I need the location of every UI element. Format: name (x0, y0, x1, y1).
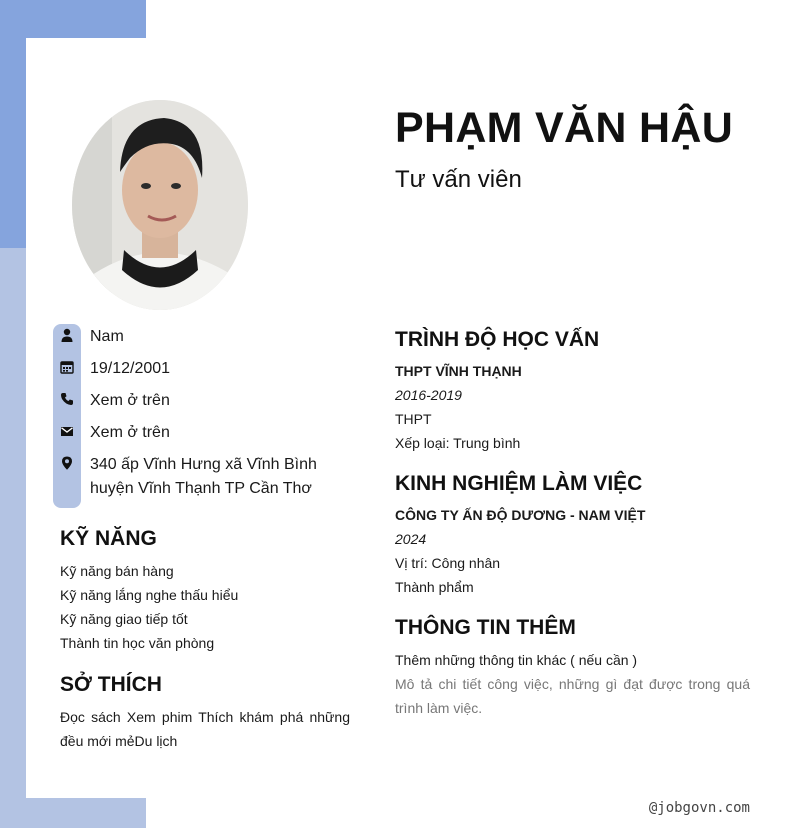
experience-company: CÔNG TY ẤN ĐỘ DƯƠNG - NAM VIỆT (395, 507, 646, 523)
gender-value: Nam (90, 328, 124, 345)
education-title: TRÌNH ĐỘ HỌC VẤN (395, 328, 600, 351)
extra-description: Mô tả chi tiết công việc, những gì đạt được trong quá trình làm việc. (395, 676, 750, 716)
experience-position: Vị trí: Công nhân (395, 555, 501, 571)
education-years: 2016-2019 (395, 387, 462, 403)
contact-email (60, 421, 170, 445)
brand-watermark: @jobgovn.com (648, 800, 750, 816)
person-icon (60, 328, 74, 342)
contact-phone (60, 389, 170, 413)
location-pin-icon (60, 456, 74, 470)
hobbies-text: Đọc sách Xem phim Thích khám phá những đều mới mẻDu lịch (60, 709, 350, 749)
mail-icon (60, 424, 74, 438)
skill-item: Kỹ năng bán hàng (60, 563, 174, 579)
experience-year: 2024 (395, 531, 427, 547)
skills-title: KỸ NĂNG (60, 527, 157, 550)
experience-title: KINH NGHIỆM LÀM VIỆC (395, 472, 643, 495)
skills-list (60, 559, 238, 655)
calendar-icon (60, 360, 74, 374)
contact-address (60, 453, 317, 501)
education-entry (395, 359, 522, 455)
skill-item: Thành tin học văn phòng (60, 635, 215, 651)
birthday-value: 19/12/2001 (90, 360, 171, 377)
profile-photo (72, 100, 248, 310)
education-level: THPT (395, 411, 432, 427)
phone-icon (60, 392, 74, 406)
extra-line: Thêm những thông tin khác ( nếu cần ) (395, 652, 638, 668)
contact-gender (60, 325, 124, 349)
address-line-1: 340 ấp Vĩnh Hưng xã Vĩnh Bình (90, 456, 317, 473)
hobbies-title: SỞ THÍCH (60, 673, 162, 696)
experience-detail: Thành phẩm (395, 579, 474, 595)
job-title: Tư vấn viên (395, 166, 522, 193)
education-school: THPT VĨNH THẠNH (395, 363, 522, 379)
candidate-name: PHẠM VĂN HẬU (395, 104, 734, 152)
skill-item: Kỹ năng giao tiếp tốt (60, 611, 188, 627)
extra-title: THÔNG TIN THÊM (395, 616, 576, 639)
phone-value: Xem ở trên (90, 392, 170, 409)
experience-entry (395, 503, 645, 599)
email-value: Xem ở trên (90, 424, 170, 441)
address-value (90, 453, 317, 501)
skill-item: Kỹ năng lắng nghe thấu hiểu (60, 587, 239, 603)
education-grade: Xếp loại: Trung bình (395, 435, 521, 451)
address-line-2: huyện Vĩnh Thạnh TP Cần Thơ (90, 480, 312, 497)
contact-birthday (60, 357, 170, 381)
